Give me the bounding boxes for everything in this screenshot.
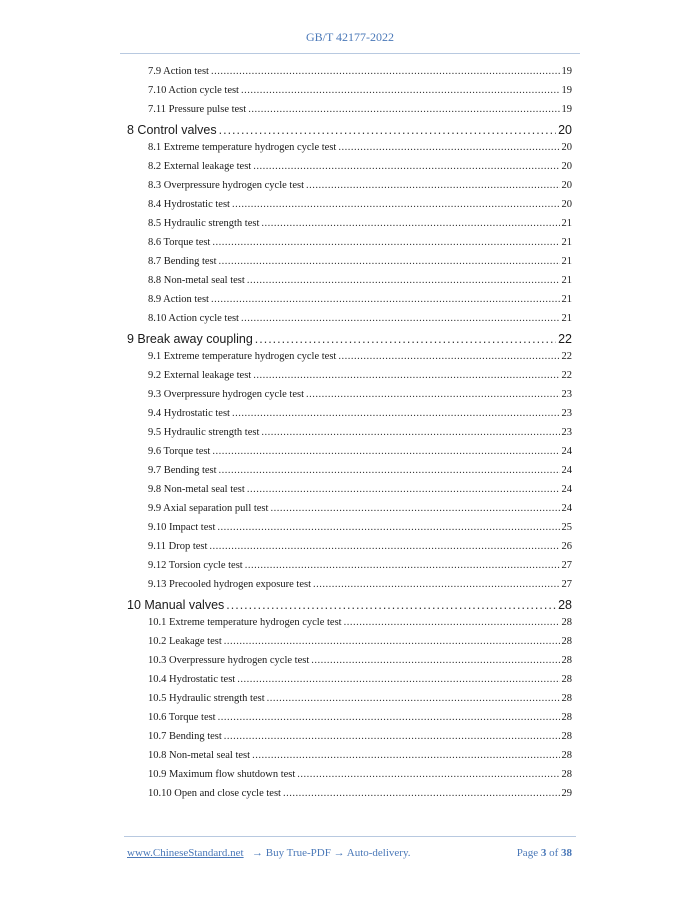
toc-section-entry[interactable] — [148, 503, 572, 514]
toc-entry-page-number: 24 — [561, 465, 572, 476]
dot-leader — [255, 332, 556, 346]
dot-leader — [212, 446, 559, 457]
dot-leader — [212, 237, 559, 248]
toc-chapter-entry[interactable] — [127, 332, 572, 346]
toc-entry-page-number: 19 — [561, 85, 572, 96]
toc-entry-page-number: 19 — [561, 104, 572, 115]
dot-leader — [313, 579, 559, 590]
toc-entry-title: 8.5 Hydraulic strength test — [148, 218, 260, 229]
toc-entry-title: 9.2 External leakage test — [148, 370, 252, 381]
dot-leader — [306, 389, 560, 400]
page-footer — [127, 847, 572, 863]
toc-entry-title: 8.10 Action cycle test — [148, 313, 239, 324]
toc-section-entry[interactable] — [148, 788, 572, 799]
toc-section-entry[interactable] — [148, 237, 572, 248]
dot-leader — [226, 598, 556, 612]
toc-entry-page-number: 27 — [561, 560, 572, 571]
dot-leader — [297, 769, 559, 780]
toc-entry-title: 8 Control valves — [127, 123, 217, 137]
dot-leader — [241, 85, 560, 96]
dot-leader — [338, 351, 559, 362]
toc-chapter-entry[interactable] — [127, 123, 572, 137]
toc-entry-page-number: 29 — [561, 788, 572, 799]
toc-entry-page-number: 20 — [561, 142, 572, 153]
dot-leader — [311, 655, 559, 666]
toc-entry-page-number: 23 — [561, 427, 572, 438]
dot-leader — [253, 161, 559, 172]
toc-entry-page-number: 21 — [561, 218, 572, 229]
dot-leader — [261, 218, 559, 229]
dot-leader — [252, 750, 559, 761]
toc-entry-title: 10.3 Overpressure hydrogen cycle test — [148, 655, 310, 666]
toc-entry-title: 10.7 Bending test — [148, 731, 222, 742]
toc-section-entry[interactable] — [148, 769, 572, 780]
toc-entry-page-number: 20 — [561, 199, 572, 210]
toc-entry-title: 8.4 Hydrostatic test — [148, 199, 230, 210]
toc-section-entry[interactable] — [148, 218, 572, 229]
toc-entry-title: 9.9 Axial separation pull test — [148, 503, 269, 514]
toc-entry-page-number: 21 — [561, 256, 572, 267]
toc-entry-title: 9.10 Impact test — [148, 522, 216, 533]
toc-entry-title: 9.6 Torque test — [148, 446, 211, 457]
toc-entry-title: 8.1 Extreme temperature hydrogen cycle test — [148, 142, 337, 153]
toc-section-entry[interactable] — [148, 484, 572, 495]
toc-section-entry[interactable] — [148, 446, 572, 457]
toc-entry-page-number: 22 — [561, 351, 572, 362]
page-label: Page — [516, 847, 539, 859]
dot-leader — [344, 617, 560, 628]
toc-entry-page-number: 28 — [561, 655, 572, 666]
toc-entry-title: 10.4 Hydrostatic test — [148, 674, 236, 685]
toc-entry-title: 9.3 Overpressure hydrogen cycle test — [148, 389, 304, 400]
toc-entry-title: 9 Break away coupling — [127, 332, 253, 346]
toc-entry-page-number: 20 — [561, 161, 572, 172]
toc-entry-page-number: 19 — [561, 66, 572, 77]
toc-entry-title: 10.10 Open and close cycle test — [148, 788, 281, 799]
toc-entry-page-number: 28 — [561, 769, 572, 780]
toc-entry-page-number: 22 — [561, 370, 572, 381]
toc-section-entry[interactable] — [148, 275, 572, 286]
dot-leader — [306, 180, 560, 191]
dot-leader — [219, 256, 560, 267]
dot-leader — [267, 693, 560, 704]
toc-entry-title: 10.9 Maximum flow shutdown test — [148, 769, 296, 780]
toc-section-entry[interactable] — [148, 294, 572, 305]
toc-entry-title: 9.8 Non-metal seal test — [148, 484, 245, 495]
toc-entry-page-number: 20 — [558, 123, 572, 137]
toc-entry-title: 10.8 Non-metal seal test — [148, 750, 251, 761]
toc-entry-title: 7.10 Action cycle test — [148, 85, 239, 96]
toc-entry-title: 10 Manual valves — [127, 598, 225, 612]
dot-leader — [224, 731, 560, 742]
toc-entry-page-number: 28 — [561, 731, 572, 742]
website-link[interactable]: www.ChineseStandard.net — [127, 847, 244, 859]
toc-entry-page-number: 21 — [561, 313, 572, 324]
toc-entry-title: 9.7 Bending test — [148, 465, 217, 476]
toc-section-entry[interactable] — [148, 180, 572, 191]
toc-section-entry[interactable] — [148, 579, 572, 590]
toc-entry-title: 10.1 Extreme temperature hydrogen cycle test — [148, 617, 342, 628]
footer-divider — [124, 836, 576, 837]
dot-leader — [283, 788, 560, 799]
toc-section-entry[interactable] — [148, 636, 572, 647]
dot-leader — [245, 560, 560, 571]
dot-leader — [224, 636, 560, 647]
toc-entry-page-number: 24 — [561, 446, 572, 457]
standard-code: GB/T 42177-2022 — [305, 30, 395, 44]
toc-entry-page-number: 21 — [561, 237, 572, 248]
toc-section-entry[interactable] — [148, 427, 572, 438]
toc-entry-page-number: 28 — [561, 712, 572, 723]
dot-leader — [219, 465, 560, 476]
toc-entry-page-number: 24 — [561, 503, 572, 514]
toc-entry-page-number: 20 — [561, 180, 572, 191]
toc-entry-title: 8.3 Overpressure hydrogen cycle test — [148, 180, 304, 191]
toc-section-entry[interactable] — [148, 351, 572, 362]
dot-leader — [232, 199, 560, 210]
toc-section-entry[interactable] — [148, 389, 572, 400]
dot-leader — [253, 370, 559, 381]
of-label: of — [549, 847, 559, 859]
total-pages-number: 38 — [561, 847, 572, 859]
toc-entry-title: 8.7 Bending test — [148, 256, 217, 267]
toc-entry-title: 9.13 Precooled hydrogen exposure test — [148, 579, 312, 590]
toc-section-entry[interactable] — [148, 142, 572, 153]
toc-entry-page-number: 28 — [561, 674, 572, 685]
dot-leader — [217, 522, 559, 533]
dot-leader — [219, 123, 556, 137]
current-page-number: 3 — [540, 847, 547, 859]
toc-entry-title: 8.6 Torque test — [148, 237, 211, 248]
toc-entry-page-number: 28 — [561, 636, 572, 647]
toc-section-entry[interactable] — [148, 199, 572, 210]
dot-leader — [232, 408, 560, 419]
toc-entry-title: 10.2 Leakage test — [148, 636, 222, 647]
toc-section-entry[interactable] — [148, 104, 572, 115]
toc-entry-page-number: 28 — [561, 617, 572, 628]
toc-entry-title: 7.9 Action test — [148, 66, 209, 77]
toc-section-entry[interactable] — [148, 541, 572, 552]
toc-entry-page-number: 21 — [561, 294, 572, 305]
toc-entry-title: 7.11 Pressure pulse test — [148, 104, 247, 115]
toc-entry-page-number: 23 — [561, 408, 572, 419]
dot-leader — [209, 541, 559, 552]
dot-leader — [247, 275, 560, 286]
toc-section-entry[interactable] — [148, 313, 572, 324]
toc-section-entry[interactable] — [148, 674, 572, 685]
toc-entry-page-number: 27 — [561, 579, 572, 590]
toc-entry-page-number: 26 — [561, 541, 572, 552]
toc-entry-title: 8.2 External leakage test — [148, 161, 252, 172]
dot-leader — [218, 712, 560, 723]
toc-section-entry[interactable] — [148, 408, 572, 419]
toc-entry-page-number: 23 — [561, 389, 572, 400]
toc-entry-page-number: 28 — [558, 598, 572, 612]
promo-text: → Buy True-PDF → Auto-delivery. — [252, 847, 411, 859]
toc-section-entry[interactable] — [148, 85, 572, 96]
toc-entry-title: 8.9 Action test — [148, 294, 209, 305]
toc-entry-page-number: 28 — [561, 750, 572, 761]
page-indicator — [517, 847, 572, 859]
toc-section-entry[interactable] — [148, 693, 572, 704]
toc-section-entry[interactable] — [148, 522, 572, 533]
toc-section-entry[interactable] — [148, 66, 572, 77]
dot-leader — [237, 674, 559, 685]
dot-leader — [261, 427, 559, 438]
page-header — [0, 30, 700, 45]
toc-entry-title: 9.5 Hydraulic strength test — [148, 427, 260, 438]
dot-leader — [241, 313, 560, 324]
toc-section-entry[interactable] — [148, 465, 572, 476]
toc-entry-page-number: 22 — [558, 332, 572, 346]
toc-entry-page-number: 24 — [561, 484, 572, 495]
toc-entry-title: 10.5 Hydraulic strength test — [148, 693, 265, 704]
toc-entry-page-number: 28 — [561, 693, 572, 704]
toc-entry-page-number: 21 — [561, 275, 572, 286]
toc-section-entry[interactable] — [148, 560, 572, 571]
toc-entry-page-number: 25 — [561, 522, 572, 533]
toc-chapter-entry[interactable] — [127, 598, 572, 612]
toc-section-entry[interactable] — [148, 370, 572, 381]
dot-leader — [211, 66, 560, 77]
toc-section-entry[interactable] — [148, 256, 572, 267]
toc-entry-title: 8.8 Non-metal seal test — [148, 275, 245, 286]
dot-leader — [247, 484, 560, 495]
toc-entry-title: 10.6 Torque test — [148, 712, 216, 723]
dot-leader — [270, 503, 559, 514]
toc-entry-title: 9.1 Extreme temperature hydrogen cycle test — [148, 351, 337, 362]
header-divider — [120, 53, 580, 54]
toc-section-entry[interactable] — [148, 161, 572, 172]
dot-leader — [211, 294, 560, 305]
toc-entry-title: 9.11 Drop test — [148, 541, 208, 552]
toc-section-entry[interactable] — [148, 712, 572, 723]
toc-section-entry[interactable] — [148, 617, 572, 628]
dot-leader — [248, 104, 559, 115]
toc-entry-title: 9.12 Torsion cycle test — [148, 560, 243, 571]
toc-section-entry[interactable] — [148, 750, 572, 761]
toc-section-entry[interactable] — [148, 655, 572, 666]
dot-leader — [338, 142, 559, 153]
toc-entry-title: 9.4 Hydrostatic test — [148, 408, 230, 419]
toc-section-entry[interactable] — [148, 731, 572, 742]
